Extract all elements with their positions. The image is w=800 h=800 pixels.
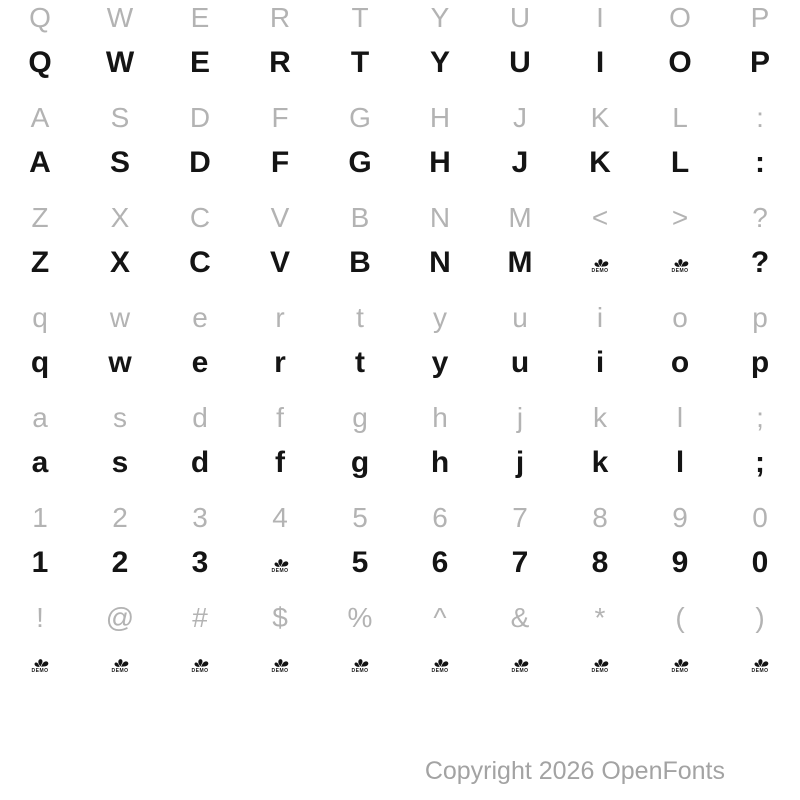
glyph-cell: &: [510, 602, 530, 633]
glyph-cell: Y: [429, 46, 450, 79]
demo-label: DEMO: [271, 668, 289, 674]
glyph-cell: R: [269, 2, 291, 33]
glyph-cell: @: [105, 602, 135, 633]
glyph-cell: (: [675, 602, 685, 633]
glyph-cell: ;: [756, 402, 764, 433]
demo-floret-icon: [590, 254, 611, 268]
glyph-cell: h: [430, 446, 450, 479]
demo-glyph: [590, 654, 611, 674]
glyph-cell: N: [429, 246, 451, 279]
glyph-cell: q: [32, 302, 48, 333]
glyph-cell: g: [350, 446, 370, 479]
glyph-cell: ^: [433, 602, 447, 633]
demo-label: DEMO: [271, 568, 289, 574]
glyph-cell: 8: [592, 502, 608, 533]
glyph-cell: e: [191, 346, 209, 379]
glyph-cell: H: [429, 146, 451, 179]
glyph-cell: q: [30, 346, 50, 379]
glyph-cell: w: [109, 302, 131, 333]
demo-floret-icon: [670, 654, 691, 668]
demo-label: DEMO: [671, 268, 689, 274]
glyph-cell: k: [591, 446, 609, 479]
glyph-cell: 0: [752, 502, 768, 533]
glyph-row: [0, 195, 800, 240]
glyph-cell: Q: [28, 46, 52, 79]
demo-label: DEMO: [191, 668, 209, 674]
demo-glyph-cell: [560, 640, 640, 685]
glyph-row: [0, 95, 800, 140]
copyright-text: Copyright 2026 OpenFonts: [424, 757, 725, 785]
glyph-cell: G: [349, 102, 371, 133]
demo-glyph: [750, 654, 771, 674]
glyph-cell: r: [274, 346, 286, 379]
glyph-cell: 8: [591, 546, 609, 579]
glyph-cell: 6: [431, 546, 449, 579]
glyph-cell: 4: [272, 502, 288, 533]
glyph-cell: g: [352, 402, 368, 433]
glyph-cell: U: [509, 2, 531, 33]
glyph-cell: p: [752, 302, 768, 333]
demo-glyph: [590, 254, 611, 274]
glyph-cell: i: [596, 302, 604, 333]
glyph-cell: ): [755, 602, 765, 633]
demo-glyph: [350, 654, 371, 674]
glyph-cell: M: [507, 246, 533, 279]
demo-glyph: [30, 654, 51, 674]
demo-glyph-cell: [160, 640, 240, 685]
demo-floret-icon: [510, 654, 531, 668]
glyph-cell: a: [31, 446, 49, 479]
glyph-row: [0, 540, 800, 585]
glyph-cell: H: [429, 102, 451, 133]
glyph-cell: X: [110, 202, 130, 233]
glyph-cell: 5: [352, 502, 368, 533]
glyph-cell: y: [433, 302, 447, 333]
glyph-cell: T: [350, 46, 370, 79]
glyph-cell: #: [192, 602, 208, 633]
glyph-cell: a: [32, 402, 48, 433]
demo-glyph: [670, 654, 691, 674]
glyph-cell: t: [356, 302, 364, 333]
glyph-cell: S: [109, 146, 130, 179]
demo-floret-icon: [590, 654, 611, 668]
glyph-cell: D: [189, 146, 211, 179]
glyph-cell: K: [590, 102, 610, 133]
glyph-cell: u: [512, 302, 528, 333]
demo-label: DEMO: [591, 268, 609, 274]
glyph-cell: E: [190, 2, 210, 33]
demo-glyph-cell: [240, 640, 320, 685]
demo-glyph-cell: [320, 640, 400, 685]
demo-glyph-cell: [480, 640, 560, 685]
demo-floret-icon: [270, 654, 291, 668]
glyph-cell: G: [348, 146, 372, 179]
glyph-row: [0, 640, 800, 685]
glyph-cell: s: [111, 446, 129, 479]
glyph-row: [0, 595, 800, 640]
glyph-cell: j: [516, 402, 524, 433]
demo-glyph: [190, 654, 211, 674]
glyph-cell: A: [30, 102, 50, 133]
glyph-cell: u: [510, 346, 530, 379]
glyph-cell: B: [349, 246, 371, 279]
glyph-cell: $: [272, 602, 288, 633]
glyph-cell: 1: [32, 502, 48, 533]
glyph-cell: M: [508, 202, 532, 233]
demo-label: DEMO: [671, 668, 689, 674]
glyph-cell: s: [113, 402, 127, 433]
glyph-cell: e: [192, 302, 208, 333]
demo-floret-icon: [750, 654, 771, 668]
glyph-cell: J: [511, 146, 529, 179]
glyph-cell: t: [355, 346, 365, 379]
demo-glyph-cell: [720, 640, 800, 685]
demo-label: DEMO: [751, 668, 769, 674]
glyph-cell: R: [269, 46, 291, 79]
demo-glyph-cell: [640, 240, 720, 285]
glyph-cell: K: [589, 146, 611, 179]
demo-floret-icon: [30, 654, 51, 668]
glyph-cell: o: [670, 346, 690, 379]
glyph-cell: k: [593, 402, 607, 433]
glyph-cell: ;: [755, 446, 765, 479]
demo-glyph: [270, 554, 291, 574]
glyph-cell: f: [276, 402, 284, 433]
glyph-cell: d: [190, 446, 210, 479]
glyph-cell: ?: [752, 202, 768, 233]
glyph-cell: w: [108, 346, 132, 379]
glyph-cell: o: [672, 302, 688, 333]
glyph-cell: 7: [511, 546, 529, 579]
glyph-row: [0, 0, 800, 40]
glyph-cell: P: [749, 46, 770, 79]
glyph-row: [0, 140, 800, 185]
glyph-cell: Z: [30, 246, 50, 279]
glyph-cell: A: [29, 146, 51, 179]
glyph-cell: Y: [430, 2, 450, 33]
glyph-row: [0, 395, 800, 440]
demo-label: DEMO: [431, 668, 449, 674]
glyph-cell: !: [36, 602, 44, 633]
demo-glyph: [270, 654, 291, 674]
glyph-cell: V: [269, 246, 290, 279]
glyph-cell: :: [756, 102, 764, 133]
demo-glyph: [670, 254, 691, 274]
glyph-cell: W: [106, 2, 134, 33]
glyph-cell: 9: [671, 546, 689, 579]
glyph-cell: V: [270, 202, 290, 233]
demo-floret-icon: [350, 654, 371, 668]
glyph-cell: X: [109, 246, 130, 279]
glyph-cell: 7: [512, 502, 528, 533]
glyph-cell: 3: [192, 502, 208, 533]
glyph-cell: I: [595, 46, 605, 79]
demo-label: DEMO: [511, 668, 529, 674]
glyph-cell: E: [189, 46, 210, 79]
glyph-cell: >: [671, 202, 689, 233]
glyph-cell: C: [189, 246, 211, 279]
glyph-cell: I: [596, 2, 604, 33]
glyph-cell: D: [189, 102, 211, 133]
demo-glyph-cell: [640, 640, 720, 685]
glyph-cell: f: [275, 446, 285, 479]
glyph-cell: F: [270, 146, 290, 179]
glyph-cell: %: [347, 602, 373, 633]
demo-floret-icon: [110, 654, 131, 668]
glyph-cell: y: [431, 346, 449, 379]
demo-glyph-cell: [0, 640, 80, 685]
glyph-row: [0, 440, 800, 485]
glyph-cell: Q: [29, 2, 51, 33]
demo-floret-icon: [670, 254, 691, 268]
glyph-cell: C: [189, 202, 211, 233]
glyph-cell: T: [351, 2, 369, 33]
glyph-cell: 1: [31, 546, 49, 579]
glyph-cell: P: [750, 2, 770, 33]
glyph-cell: 0: [751, 546, 769, 579]
glyph-row: [0, 340, 800, 385]
demo-glyph-cell: [80, 640, 160, 685]
demo-glyph: [510, 654, 531, 674]
glyph-cell: O: [668, 46, 692, 79]
glyph-cell: W: [105, 46, 135, 79]
glyph-cell: 2: [112, 502, 128, 533]
glyph-cell: F: [271, 102, 289, 133]
demo-glyph-cell: [560, 240, 640, 285]
glyph-cell: *: [594, 602, 606, 633]
demo-glyph-cell: [240, 540, 320, 585]
glyph-cell: :: [755, 146, 765, 179]
glyph-cell: 3: [191, 546, 209, 579]
glyph-cell: <: [591, 202, 609, 233]
glyph-row: [0, 40, 800, 85]
glyph-cell: h: [432, 402, 448, 433]
demo-floret-icon: [270, 554, 291, 568]
demo-label: DEMO: [351, 668, 369, 674]
demo-floret-icon: [430, 654, 451, 668]
demo-label: DEMO: [591, 668, 609, 674]
demo-label: DEMO: [31, 668, 49, 674]
demo-floret-icon: [190, 654, 211, 668]
glyph-cell: S: [110, 102, 130, 133]
glyph-cell: N: [429, 202, 451, 233]
glyph-row: [0, 495, 800, 540]
glyph-cell: U: [509, 46, 531, 79]
glyph-cell: 2: [111, 546, 129, 579]
demo-glyph: [110, 654, 131, 674]
glyph-cell: Z: [31, 202, 49, 233]
glyph-cell: O: [669, 2, 691, 33]
glyph-cell: l: [675, 446, 685, 479]
glyph-cell: 6: [432, 502, 448, 533]
glyph-cell: 5: [351, 546, 369, 579]
glyph-cell: p: [750, 346, 770, 379]
glyph-cell: J: [513, 102, 527, 133]
glyph-cell: r: [275, 302, 285, 333]
glyph-cell: i: [595, 346, 605, 379]
glyph-cell: B: [350, 202, 370, 233]
glyph-row: [0, 240, 800, 285]
glyph-cell: 9: [672, 502, 688, 533]
glyph-cell: d: [192, 402, 208, 433]
demo-glyph: [430, 654, 451, 674]
glyph-cell: j: [515, 446, 525, 479]
glyph-cell: ?: [750, 246, 770, 279]
glyph-row: [0, 295, 800, 340]
glyph-cell: l: [676, 402, 684, 433]
demo-label: DEMO: [111, 668, 129, 674]
glyph-cell: L: [670, 146, 690, 179]
demo-glyph-cell: [400, 640, 480, 685]
glyph-cell: L: [672, 102, 688, 133]
